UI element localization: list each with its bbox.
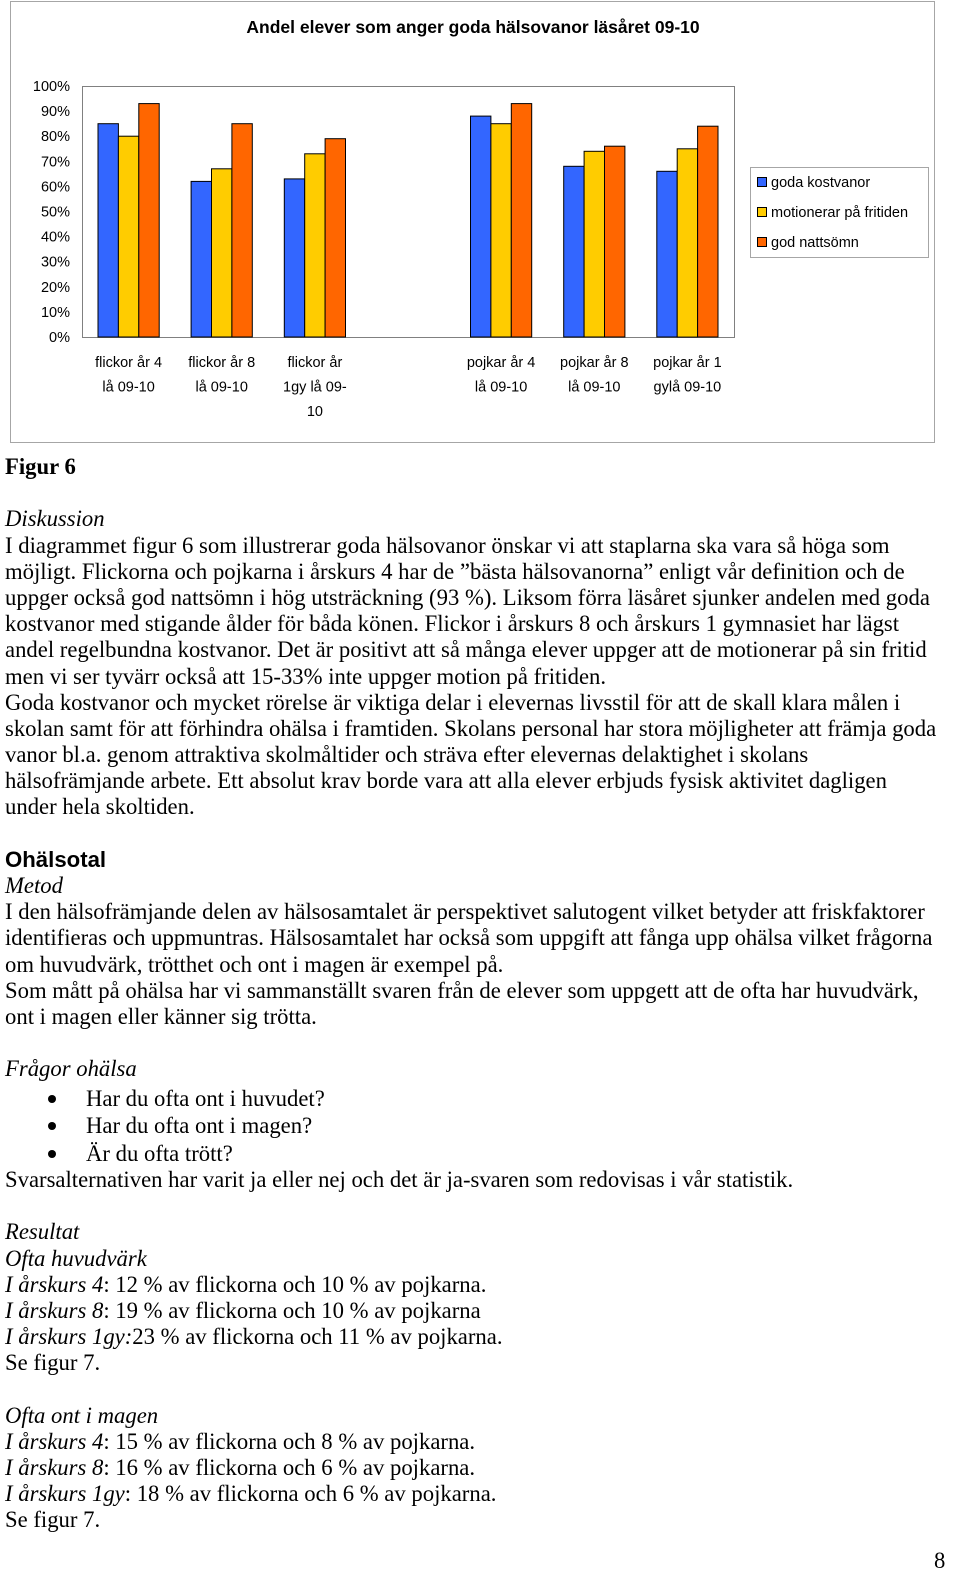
paragraph-line: Som mått på ohälsa har vi sammanställt svaren från de elever som uppgett att de ofta har huvudvärk,: [5, 977, 919, 1003]
bar-god-nattsomn: [698, 126, 718, 337]
result-grade-label: I årskurs 1gy: [5, 1481, 125, 1507]
paragraph-line: möjligt. Flickorna och pojkarna i årskurs 4 har de ”bästa hälsovanorna” enligt vår definition och de: [5, 558, 905, 584]
results-heading: Resultat: [5, 1219, 80, 1245]
result-value-text: : 19 % av flickorna och 10 % av pojkarna: [103, 1297, 481, 1323]
y-axis-tick-label: 90%: [40, 104, 70, 121]
x-axis-category-label: pojkar år 4: [466, 355, 536, 371]
result-value-text: : 12 % av flickorna och 10 % av pojkarna.: [103, 1271, 487, 1297]
bar-motionerar-pa-fritiden: [305, 154, 325, 337]
y-axis-tick-label: 80%: [40, 129, 70, 146]
bar-motionerar-pa-fritiden: [118, 136, 138, 337]
result-grade-label: I årskurs 8: [5, 1297, 104, 1323]
x-axis-category-label: lå 09-10: [568, 379, 621, 396]
y-axis-tick-label: 40%: [40, 229, 70, 246]
paragraph-line: I den hälsofrämjande delen av hälsosamtalet är perspektivet salutogent vilket betyder att friskfaktorer: [5, 899, 925, 925]
question-text: Har du ofta ont i magen?: [86, 1113, 313, 1138]
question-list: [5, 1085, 960, 1168]
x-axis-category-label: flickor år 8: [188, 355, 256, 371]
y-axis-tick-label: 100%: [32, 79, 70, 95]
result-grade-label: I årskurs 8: [5, 1455, 104, 1481]
section-heading: Ohälsotal: [5, 846, 107, 872]
paragraph-line: vanor bl.a. genom attraktiva skolmåltider och sträva efter elevernas delaktighet i skolans: [5, 742, 809, 768]
bar-goda-kostvanor: [471, 116, 491, 337]
y-axis-tick-label: 70%: [40, 154, 70, 171]
bar-goda-kostvanor: [98, 124, 118, 337]
discussion-paragraph: [5, 533, 960, 821]
result-value-text: : 16 % av flickorna och 6 % av pojkarna.: [103, 1455, 476, 1481]
bar-motionerar-pa-fritiden: [584, 151, 604, 337]
bullet-icon: [48, 1150, 56, 1158]
legend-swatch-god-nattsomn: [758, 238, 767, 247]
paragraph-line: ont i magen eller känner sig trötta.: [5, 1003, 317, 1029]
question-item: [5, 1085, 960, 1113]
result-row: [5, 1429, 960, 1455]
result-grade-label: I årskurs 1gy:: [5, 1324, 133, 1350]
result-value-text: : 15 % av flickorna och 8 % av pojkarna.: [103, 1428, 476, 1454]
legend-label: motionerar på fritiden: [771, 205, 909, 221]
result-grade-label: I årskurs 4: [5, 1271, 104, 1297]
discussion-heading: Diskussion: [5, 506, 105, 532]
page-number: 8: [934, 1548, 946, 1573]
figure-reference: Se figur 7.: [5, 1350, 101, 1376]
bar-chart: [0, 0, 960, 446]
x-axis-category-label: flickor år 4: [95, 355, 163, 371]
bar-god-nattsomn: [605, 146, 625, 337]
y-axis-tick-label: 30%: [40, 254, 70, 271]
x-axis-category-label: gylå 09-10: [653, 379, 722, 396]
bar-goda-kostvanor: [191, 181, 211, 337]
paragraph-line: identifieras och uppmuntras. Hälsosamtalet har också som uppgift att fånga upp ohälsa vilket frågorna: [5, 925, 933, 951]
bar-motionerar-pa-fritiden: [677, 149, 697, 337]
x-axis-category-label: 1gy lå 09-: [283, 379, 347, 396]
result-grade-label: I årskurs 4: [5, 1428, 104, 1454]
blank-line: [5, 1377, 960, 1403]
method-heading: Metod: [5, 873, 63, 898]
paragraph-line: I diagrammet figur 6 som illustrerar goda hälsovanor önskar vi att staplarna ska vara så höga som: [5, 532, 890, 558]
paragraph-line: skolan samt för att förhindra ohälsa i framtiden. Skolans personal har stora möjligheter att främja goda: [5, 715, 937, 741]
blank-line: [5, 1193, 960, 1219]
result-group-heading: Ofta ont i magen: [5, 1402, 159, 1428]
blank-line: [5, 480, 960, 506]
paragraph-line: uppger också god nattsömn i hög utsträckning (93 %). Liksom förra läsåret sjunker andelen med goda: [5, 584, 930, 610]
question-item: [5, 1140, 960, 1168]
bar-god-nattsomn: [325, 139, 345, 337]
method-paragraph: [5, 899, 960, 1030]
x-axis-category-label: lå 09-10: [474, 379, 528, 396]
y-axis-tick-label: 20%: [40, 279, 70, 296]
result-row: [5, 1272, 960, 1298]
y-axis-tick-label: 50%: [40, 204, 70, 221]
bar-motionerar-pa-fritiden: [491, 124, 511, 337]
legend-label: god nattsömn: [771, 235, 859, 251]
bar-goda-kostvanor: [564, 166, 584, 337]
bar-motionerar-pa-fritiden: [212, 169, 232, 337]
question-text: Är du ofta trött?: [86, 1140, 233, 1166]
paragraph-line: men vi ser tyvärr också att 15-33% inte uppger motion på fritiden.: [5, 663, 607, 689]
result-row: [5, 1481, 960, 1507]
bar-god-nattsomn: [232, 124, 252, 337]
blank-line: [5, 821, 960, 847]
legend-label: goda kostvanor: [771, 175, 871, 191]
y-axis-tick-label: 60%: [40, 179, 70, 196]
chart-title: Andel elever som anger goda hälsovanor läsåret 09-10: [246, 17, 700, 37]
plot-area: [83, 87, 735, 338]
result-row: [5, 1455, 960, 1481]
figure-reference: Se figur 7.: [5, 1507, 101, 1533]
x-axis-category-label: lå 09-10: [195, 379, 248, 396]
bar-goda-kostvanor: [284, 179, 304, 337]
bullet-icon: [48, 1095, 56, 1103]
x-axis-category-label: pojkar år 8: [560, 355, 629, 371]
bullet-icon: [48, 1122, 56, 1130]
question-text: Har du ofta ont i huvudet?: [86, 1085, 325, 1111]
y-axis-tick-label: 0%: [49, 330, 70, 346]
result-row: [5, 1324, 960, 1350]
paragraph-line: Goda kostvanor och mycket rörelse är viktiga delar i elevernas livsstil för att de skall klara målen i: [5, 689, 901, 715]
question-item: [5, 1112, 960, 1140]
blank-line: [5, 1030, 960, 1056]
answer-note: Svarsalternativen har varit ja eller nej och det är ja-svaren som redovisas i vår statistik.: [5, 1167, 794, 1192]
result-group-heading: Ofta huvudvärk: [5, 1245, 147, 1271]
x-axis-category-label: pojkar år 1: [653, 355, 722, 371]
result-row: [5, 1298, 960, 1324]
legend-swatch-goda-kostvanor: [758, 178, 767, 187]
x-axis-category-label: 10: [306, 404, 323, 420]
document-body: [5, 454, 960, 1534]
bar-god-nattsomn: [139, 104, 159, 337]
paragraph-line: kostvanor med stigande ålder för båda könen. Flickor i årskurs 8 och årskurs 1 gymnasiet har lägst: [5, 611, 900, 637]
paragraph-line: om huvudvärk, trötthet och ont i magen är exempel på.: [5, 951, 504, 977]
x-axis-category-label: flickor år: [287, 355, 343, 371]
figure-caption: Figur 6: [5, 454, 76, 479]
questions-heading: Frågor ohälsa: [5, 1056, 137, 1082]
result-value-text: : 18 % av flickorna och 6 % av pojkarna.: [124, 1481, 497, 1507]
y-axis-tick-label: 10%: [40, 304, 70, 321]
bar-god-nattsomn: [511, 104, 531, 337]
paragraph-line: hälsofrämjande arbete. Ett absolut krav borde vara att alla elever erbjuds fysisk aktivitet dagligen: [5, 768, 887, 794]
paragraph-line: under hela skoltiden.: [5, 794, 195, 820]
result-value-text: 23 % av flickorna och 11 % av pojkarna.: [132, 1324, 503, 1350]
legend-swatch-motionerar-pa-fritiden: [758, 208, 767, 217]
x-axis-category-label: lå 09-10: [102, 379, 155, 396]
paragraph-line: andel regelbundna kostvanor. Det är positivt att så många elever uppger att de motionerar på sin fritid: [5, 637, 927, 663]
bar-goda-kostvanor: [657, 171, 677, 337]
